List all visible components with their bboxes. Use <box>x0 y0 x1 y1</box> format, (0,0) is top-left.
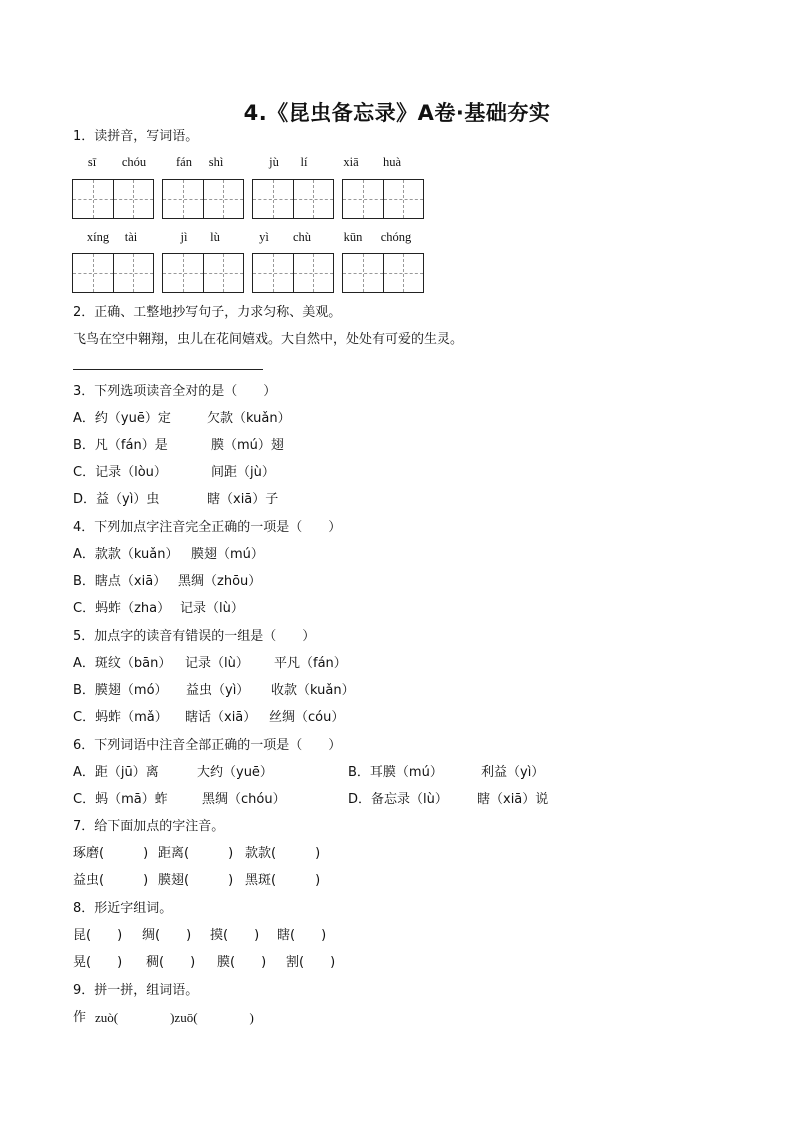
q3-option-b[interactable]: B．凡（fán）是 <box>73 438 168 453</box>
pinyin: chóu <box>121 155 147 169</box>
q4-title: 4．下列加点字注音完全正确的一项是（ ） <box>73 520 342 535</box>
q5-option-c-word3: 丝绸（cóu） <box>269 710 345 725</box>
q4-option-b-word2: 黑绸（zhōu） <box>178 574 262 589</box>
q4-option-a-word2: 膜翅（mú） <box>191 547 264 562</box>
word-box[interactable] <box>252 253 334 293</box>
q2-title: 2．正确、工整地抄写句子，力求匀称、美观。 <box>73 305 342 320</box>
q1-pinyin-row-2 <box>73 230 433 246</box>
q5-option-c-word2: 瞎话（xiā） <box>185 710 257 725</box>
q7-blank[interactable]: 益虫( ) <box>73 873 149 888</box>
char-cell[interactable] <box>293 180 333 218</box>
q8-title: 8．形近字组词。 <box>73 901 173 916</box>
page-title: 4.《昆虫备忘录》A卷·基础夯实 <box>243 101 551 125</box>
q5-option-a-word3: 平凡（fán） <box>274 656 347 671</box>
q7-title: 7．给下面加点的字注音。 <box>73 819 225 834</box>
pinyin: lí <box>300 155 308 169</box>
q6-option-a-word2: 大约（yuē） <box>197 765 273 780</box>
q5-option-b[interactable]: B．膜翅（mó） <box>73 683 168 698</box>
q6-title: 6．下列词语中注音全部正确的一项是（ ） <box>73 738 342 753</box>
pinyin: huà <box>382 155 402 169</box>
q8-blank[interactable]: 瞎( ) <box>277 928 327 943</box>
char-cell[interactable] <box>253 180 293 218</box>
q1-title: 1．读拼音，写词语。 <box>73 129 199 144</box>
q2-answer-line[interactable] <box>73 369 263 370</box>
q7-blank[interactable]: 款款( ) <box>245 846 321 861</box>
q6-option-c[interactable]: C．蚂（mā）蚱 <box>73 792 168 807</box>
q7-blank[interactable]: 琢磨( ) <box>73 846 149 861</box>
q5-option-c[interactable]: C．蚂蚱（mǎ） <box>73 710 168 725</box>
pinyin: chóng <box>380 230 412 244</box>
pinyin: sī <box>87 155 97 169</box>
pinyin: lù <box>210 230 220 244</box>
char-cell[interactable] <box>293 254 333 292</box>
q3-option-d[interactable]: D．益（yì）虫 <box>73 492 160 507</box>
q8-blank[interactable]: 绸( ) <box>142 928 192 943</box>
char-cell[interactable] <box>383 254 423 292</box>
char-cell[interactable] <box>163 180 203 218</box>
q8-blank[interactable]: 摸( ) <box>210 928 260 943</box>
q7-blank[interactable]: 黑斑( ) <box>245 873 321 888</box>
q6-option-c-word2: 黑绸（chóu） <box>202 792 286 807</box>
char-cell[interactable] <box>343 254 383 292</box>
q6-option-d[interactable]: D．备忘录（lù） <box>348 792 448 807</box>
char-cell[interactable] <box>203 254 243 292</box>
word-box[interactable] <box>342 253 424 293</box>
q3-option-c-word2: 间距（jù） <box>211 465 275 480</box>
q8-blank[interactable]: 割( ) <box>286 955 336 970</box>
q3-option-a[interactable]: A．约（yuē）定 <box>73 411 171 426</box>
q9-title: 9．拼一拼，组词语。 <box>73 983 199 998</box>
word-box[interactable] <box>252 179 334 219</box>
word-box[interactable] <box>72 179 154 219</box>
q7-blank[interactable]: 膜翅( ) <box>158 873 234 888</box>
pinyin: tài <box>124 230 138 244</box>
word-box[interactable] <box>72 253 154 293</box>
char-cell[interactable] <box>343 180 383 218</box>
pinyin: fán <box>176 155 192 169</box>
q8-blank[interactable]: 稠( ) <box>146 955 196 970</box>
char-cell[interactable] <box>73 180 113 218</box>
q7-blank[interactable]: 距离( ) <box>158 846 234 861</box>
q3-option-d-word2: 瞎（xiā）子 <box>207 492 279 507</box>
char-cell[interactable] <box>113 180 153 218</box>
q5-title: 5．加点字的读音有错误的一组是（ ） <box>73 629 316 644</box>
q4-option-a[interactable]: A．款款（kuǎn） <box>73 547 179 562</box>
q4-option-c-word2: 记录（lù） <box>180 601 244 616</box>
q1-writing-grid-row-2 <box>72 253 432 295</box>
q8-blank[interactable]: 晃( ) <box>73 955 123 970</box>
char-cell[interactable] <box>113 254 153 292</box>
pinyin: yì <box>259 230 269 244</box>
q3-option-a-word2: 欠款（kuǎn） <box>207 411 291 426</box>
word-box[interactable] <box>162 253 244 293</box>
q3-option-b-word2: 膜（mú）翅 <box>211 438 284 453</box>
q5-option-a-word2: 记录（lù） <box>185 656 249 671</box>
pinyin: kūn <box>343 230 363 244</box>
q5-option-b-word2: 益虫（yì） <box>186 683 250 698</box>
q8-blank[interactable]: 膜( ) <box>217 955 267 970</box>
q1-pinyin-row-1 <box>73 155 433 171</box>
pinyin: jì <box>180 230 188 244</box>
q3-option-c[interactable]: C．记录（lòu） <box>73 465 167 480</box>
q6-option-b-word2: 利益（yì） <box>481 765 545 780</box>
q2-sentence: 飞鸟在空中翱翔，虫儿在花间嬉戏。大自然中，处处有可爱的生灵。 <box>73 332 464 347</box>
q4-option-b[interactable]: B．瞎点（xiā） <box>73 574 167 589</box>
pinyin: chù <box>292 230 312 244</box>
char-cell[interactable] <box>203 180 243 218</box>
pinyin: jù <box>269 155 279 169</box>
q5-option-a[interactable]: A．斑纹（bān） <box>73 656 172 671</box>
char-cell[interactable] <box>73 254 113 292</box>
char-cell[interactable] <box>253 254 293 292</box>
q6-option-a[interactable]: A．距（jū）离 <box>73 765 159 780</box>
pinyin: xíng <box>86 230 110 244</box>
q4-option-c[interactable]: C．蚂蚱（zha） <box>73 601 171 616</box>
char-cell[interactable] <box>163 254 203 292</box>
pinyin: shì <box>208 155 224 169</box>
q1-writing-grid-row-1 <box>72 179 432 221</box>
q9-blanks[interactable]: zuò( )zuō( ) <box>95 1010 254 1025</box>
pinyin: xiā <box>343 155 359 169</box>
char-cell[interactable] <box>383 180 423 218</box>
word-box[interactable] <box>342 179 424 219</box>
word-box[interactable] <box>162 179 244 219</box>
q9-character: 作 <box>73 1010 87 1025</box>
q5-option-b-word3: 收款（kuǎn） <box>271 683 355 698</box>
q8-blank[interactable]: 昆( ) <box>73 928 123 943</box>
q6-option-b[interactable]: B．耳膜（mú） <box>348 765 443 780</box>
q3-title: 3．下列选项读音全对的是（ ） <box>73 384 277 399</box>
q6-option-d-word2: 瞎（xiā）说 <box>477 792 549 807</box>
